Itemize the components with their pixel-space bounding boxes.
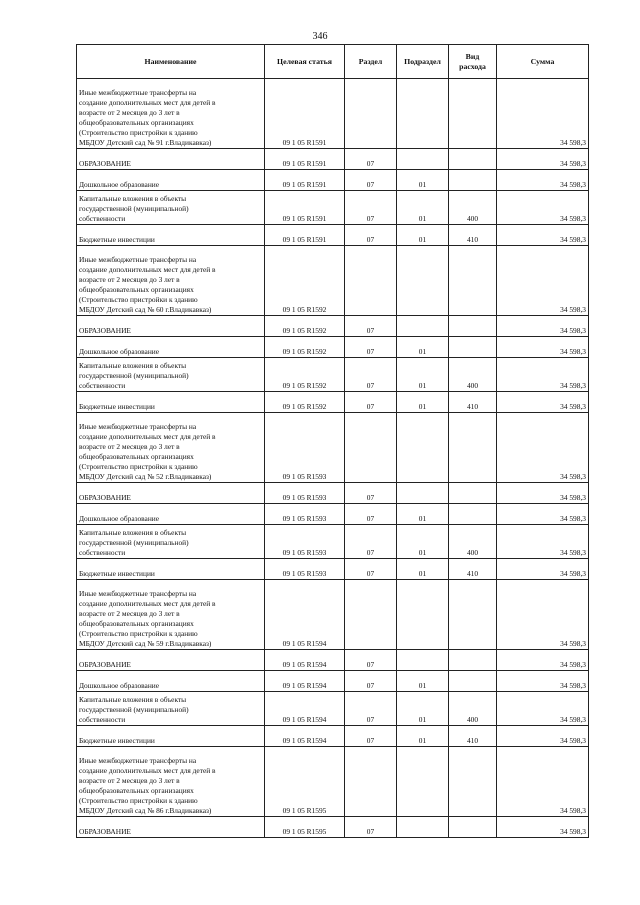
row-type-cell bbox=[449, 246, 497, 316]
row-name-cell bbox=[77, 413, 265, 483]
row-name-line: Дошкольное образование bbox=[79, 180, 160, 190]
row-name-line: общеобразовательных организациях bbox=[79, 452, 194, 462]
row-name-line: МБДОУ Детский сад № 86 г.Владикавказ) bbox=[79, 806, 212, 816]
row-name-cell bbox=[77, 79, 265, 149]
row-type-cell bbox=[449, 747, 497, 817]
row-target-cell: 09 1 05 R1591 bbox=[265, 225, 345, 246]
row-target-cell: 09 1 05 R1592 bbox=[265, 358, 345, 392]
row-name-line: (Строительство пристройки к зданию bbox=[79, 128, 198, 138]
row-name-line: государственной (муниципальной) bbox=[79, 705, 189, 715]
row-subsection-cell: 01 bbox=[397, 225, 449, 246]
header-sum: Сумма bbox=[497, 45, 589, 79]
budget-table bbox=[76, 44, 589, 838]
row-name-cell bbox=[77, 246, 265, 316]
header-subsection: Подраздел bbox=[397, 45, 449, 79]
row-type-cell: 410 bbox=[449, 392, 497, 413]
row-name-cell bbox=[77, 170, 265, 191]
row-name-line: ОБРАЗОВАНИЕ bbox=[79, 493, 131, 503]
row-type-cell bbox=[449, 413, 497, 483]
row-target-cell: 09 1 05 R1592 bbox=[265, 392, 345, 413]
row-name-line: государственной (муниципальной) bbox=[79, 204, 189, 214]
row-subsection-cell bbox=[397, 149, 449, 170]
row-type-cell: 400 bbox=[449, 692, 497, 726]
row-sum-cell: 34 598,3 bbox=[497, 817, 589, 838]
table-row bbox=[77, 671, 589, 692]
row-section-cell: 07 bbox=[345, 483, 397, 504]
row-name-line: создание дополнительных мест для детей в bbox=[79, 599, 216, 609]
row-sum-cell: 34 598,3 bbox=[497, 671, 589, 692]
table-row bbox=[77, 149, 589, 170]
row-name-line: ОБРАЗОВАНИЕ bbox=[79, 159, 131, 169]
row-subsection-cell: 01 bbox=[397, 337, 449, 358]
row-name-cell bbox=[77, 149, 265, 170]
row-name-line: собственности bbox=[79, 381, 126, 391]
table-row bbox=[77, 413, 589, 483]
row-sum-cell: 34 598,3 bbox=[497, 337, 589, 358]
row-name-cell bbox=[77, 504, 265, 525]
table-row bbox=[77, 817, 589, 838]
row-section-cell: 07 bbox=[345, 170, 397, 191]
row-type-cell bbox=[449, 79, 497, 149]
row-target-cell: 09 1 05 R1594 bbox=[265, 692, 345, 726]
row-target-cell: 09 1 05 R1595 bbox=[265, 747, 345, 817]
table-body bbox=[77, 79, 589, 838]
row-name-line: Капитальные вложения в объекты bbox=[79, 194, 187, 204]
row-subsection-cell bbox=[397, 580, 449, 650]
row-subsection-cell: 01 bbox=[397, 692, 449, 726]
row-subsection-cell bbox=[397, 413, 449, 483]
row-subsection-cell bbox=[397, 316, 449, 337]
header-section: Раздел bbox=[345, 45, 397, 79]
row-sum-cell: 34 598,3 bbox=[497, 246, 589, 316]
row-type-cell bbox=[449, 504, 497, 525]
row-subsection-cell: 01 bbox=[397, 392, 449, 413]
row-sum-cell: 34 598,3 bbox=[497, 559, 589, 580]
row-name-line: Дошкольное образование bbox=[79, 681, 160, 691]
header-expense-type-line1: Вид bbox=[465, 52, 480, 62]
row-subsection-cell bbox=[397, 246, 449, 316]
row-type-cell: 400 bbox=[449, 525, 497, 559]
row-name-line: Иные межбюджетные трансферты на bbox=[79, 88, 197, 98]
row-type-cell bbox=[449, 650, 497, 671]
table-row bbox=[77, 191, 589, 225]
row-name-line: возрасте от 2 месяцев до 3 лет в bbox=[79, 108, 180, 118]
row-name-line: МБДОУ Детский сад № 91 г.Владикавказ) bbox=[79, 138, 212, 148]
row-type-cell bbox=[449, 483, 497, 504]
row-subsection-cell: 01 bbox=[397, 358, 449, 392]
table-row bbox=[77, 580, 589, 650]
row-target-cell: 09 1 05 R1593 bbox=[265, 483, 345, 504]
row-section-cell: 07 bbox=[345, 337, 397, 358]
table-row bbox=[77, 483, 589, 504]
row-section-cell: 07 bbox=[345, 559, 397, 580]
row-type-cell: 410 bbox=[449, 726, 497, 747]
row-type-cell bbox=[449, 316, 497, 337]
row-name-line: (Строительство пристройки к зданию bbox=[79, 295, 198, 305]
row-target-cell: 09 1 05 R1594 bbox=[265, 650, 345, 671]
row-name-line: Бюджетные инвестиции bbox=[79, 235, 155, 245]
row-target-cell: 09 1 05 R1592 bbox=[265, 246, 345, 316]
row-name-cell bbox=[77, 392, 265, 413]
row-subsection-cell bbox=[397, 650, 449, 671]
row-section-cell bbox=[345, 79, 397, 149]
row-name-cell bbox=[77, 726, 265, 747]
row-name-cell bbox=[77, 316, 265, 337]
row-name-line: общеобразовательных организациях bbox=[79, 786, 194, 796]
row-name-line: ОБРАЗОВАНИЕ bbox=[79, 827, 131, 837]
row-name-line: ОБРАЗОВАНИЕ bbox=[79, 660, 131, 670]
row-name-line: государственной (муниципальной) bbox=[79, 371, 189, 381]
row-name-line: Иные межбюджетные трансферты на bbox=[79, 756, 197, 766]
row-sum-cell: 34 598,3 bbox=[497, 747, 589, 817]
row-target-cell: 09 1 05 R1592 bbox=[265, 316, 345, 337]
row-target-cell: 09 1 05 R1595 bbox=[265, 817, 345, 838]
row-name-line: Иные межбюджетные трансферты на bbox=[79, 589, 197, 599]
row-subsection-cell: 01 bbox=[397, 525, 449, 559]
row-name-line: Капитальные вложения в объекты bbox=[79, 528, 187, 538]
row-name-line: создание дополнительных мест для детей в bbox=[79, 766, 216, 776]
row-section-cell: 07 bbox=[345, 392, 397, 413]
table-row bbox=[77, 337, 589, 358]
row-target-cell: 09 1 05 R1593 bbox=[265, 525, 345, 559]
header-row bbox=[77, 45, 589, 79]
row-sum-cell: 34 598,3 bbox=[497, 149, 589, 170]
row-section-cell: 07 bbox=[345, 525, 397, 559]
table-row bbox=[77, 316, 589, 337]
row-sum-cell: 34 598,3 bbox=[497, 692, 589, 726]
header-expense-type-line2: расхода bbox=[459, 61, 486, 71]
row-sum-cell: 34 598,3 bbox=[497, 170, 589, 191]
row-target-cell: 09 1 05 R1592 bbox=[265, 337, 345, 358]
table-row bbox=[77, 525, 589, 559]
row-name-line: МБДОУ Детский сад № 59 г.Владикавказ) bbox=[79, 639, 212, 649]
row-name-cell bbox=[77, 191, 265, 225]
row-sum-cell: 34 598,3 bbox=[497, 413, 589, 483]
row-subsection-cell: 01 bbox=[397, 559, 449, 580]
row-type-cell: 400 bbox=[449, 358, 497, 392]
row-target-cell: 09 1 05 R1593 bbox=[265, 413, 345, 483]
row-name-line: Иные межбюджетные трансферты на bbox=[79, 255, 197, 265]
row-name-line: Дошкольное образование bbox=[79, 347, 160, 357]
table-row bbox=[77, 358, 589, 392]
row-name-cell bbox=[77, 580, 265, 650]
row-section-cell: 07 bbox=[345, 504, 397, 525]
row-section-cell: 07 bbox=[345, 692, 397, 726]
row-name-line: общеобразовательных организациях bbox=[79, 285, 194, 295]
row-type-cell: 400 bbox=[449, 191, 497, 225]
table-row bbox=[77, 225, 589, 246]
row-section-cell: 07 bbox=[345, 817, 397, 838]
row-name-cell bbox=[77, 671, 265, 692]
row-name-line: возрасте от 2 месяцев до 3 лет в bbox=[79, 275, 180, 285]
row-name-line: общеобразовательных организациях bbox=[79, 619, 194, 629]
row-name-line: Дошкольное образование bbox=[79, 514, 160, 524]
row-type-cell bbox=[449, 817, 497, 838]
row-subsection-cell: 01 bbox=[397, 726, 449, 747]
table-row bbox=[77, 79, 589, 149]
row-name-line: МБДОУ Детский сад № 60 г.Владикавказ) bbox=[79, 305, 212, 315]
table-row bbox=[77, 392, 589, 413]
row-section-cell: 07 bbox=[345, 225, 397, 246]
row-subsection-cell bbox=[397, 747, 449, 817]
row-target-cell: 09 1 05 R1591 bbox=[265, 149, 345, 170]
header-target: Целевая статья bbox=[265, 45, 345, 79]
row-name-cell bbox=[77, 817, 265, 838]
row-name-cell bbox=[77, 559, 265, 580]
row-target-cell: 09 1 05 R1594 bbox=[265, 726, 345, 747]
row-name-cell bbox=[77, 358, 265, 392]
row-target-cell: 09 1 05 R1594 bbox=[265, 671, 345, 692]
row-type-cell bbox=[449, 170, 497, 191]
row-sum-cell: 34 598,3 bbox=[497, 392, 589, 413]
row-sum-cell: 34 598,3 bbox=[497, 483, 589, 504]
row-sum-cell: 34 598,3 bbox=[497, 225, 589, 246]
row-name-line: возрасте от 2 месяцев до 3 лет в bbox=[79, 442, 180, 452]
row-section-cell: 07 bbox=[345, 671, 397, 692]
page-number: 346 bbox=[312, 31, 328, 42]
row-name-line: (Строительство пристройки к зданию bbox=[79, 796, 198, 806]
row-target-cell: 09 1 05 R1591 bbox=[265, 170, 345, 191]
row-name-line: Бюджетные инвестиции bbox=[79, 569, 155, 579]
row-type-cell: 410 bbox=[449, 559, 497, 580]
row-target-cell: 09 1 05 R1594 bbox=[265, 580, 345, 650]
row-name-cell bbox=[77, 337, 265, 358]
row-sum-cell: 34 598,3 bbox=[497, 316, 589, 337]
row-target-cell: 09 1 05 R1591 bbox=[265, 79, 345, 149]
row-subsection-cell bbox=[397, 817, 449, 838]
row-section-cell bbox=[345, 747, 397, 817]
row-name-cell bbox=[77, 747, 265, 817]
row-name-cell bbox=[77, 650, 265, 671]
row-sum-cell: 34 598,3 bbox=[497, 504, 589, 525]
row-subsection-cell: 01 bbox=[397, 671, 449, 692]
table-row bbox=[77, 559, 589, 580]
row-type-cell bbox=[449, 149, 497, 170]
row-subsection-cell: 01 bbox=[397, 191, 449, 225]
row-name-line: Капитальные вложения в объекты bbox=[79, 361, 187, 371]
row-subsection-cell: 01 bbox=[397, 170, 449, 191]
row-name-cell bbox=[77, 225, 265, 246]
table-row bbox=[77, 692, 589, 726]
row-name-line: создание дополнительных мест для детей в bbox=[79, 432, 216, 442]
table-row bbox=[77, 650, 589, 671]
row-name-line: возрасте от 2 месяцев до 3 лет в bbox=[79, 609, 180, 619]
row-name-line: общеобразовательных организациях bbox=[79, 118, 194, 128]
row-name-line: государственной (муниципальной) bbox=[79, 538, 189, 548]
row-sum-cell: 34 598,3 bbox=[497, 358, 589, 392]
row-name-line: (Строительство пристройки к зданию bbox=[79, 462, 198, 472]
row-name-line: собственности bbox=[79, 715, 126, 725]
table-row bbox=[77, 170, 589, 191]
row-section-cell bbox=[345, 413, 397, 483]
row-name-line: возрасте от 2 месяцев до 3 лет в bbox=[79, 776, 180, 786]
row-sum-cell: 34 598,3 bbox=[497, 525, 589, 559]
row-subsection-cell bbox=[397, 79, 449, 149]
row-section-cell: 07 bbox=[345, 650, 397, 671]
row-type-cell bbox=[449, 337, 497, 358]
table-row bbox=[77, 747, 589, 817]
row-name-line: Капитальные вложения в объекты bbox=[79, 695, 187, 705]
row-subsection-cell bbox=[397, 483, 449, 504]
row-sum-cell: 34 598,3 bbox=[497, 191, 589, 225]
row-target-cell: 09 1 05 R1593 bbox=[265, 559, 345, 580]
row-sum-cell: 34 598,3 bbox=[497, 650, 589, 671]
row-section-cell: 07 bbox=[345, 316, 397, 337]
row-subsection-cell: 01 bbox=[397, 504, 449, 525]
row-section-cell: 07 bbox=[345, 191, 397, 225]
row-name-cell bbox=[77, 483, 265, 504]
table-row bbox=[77, 504, 589, 525]
row-target-cell: 09 1 05 R1593 bbox=[265, 504, 345, 525]
row-name-line: создание дополнительных мест для детей в bbox=[79, 98, 216, 108]
row-name-line: Иные межбюджетные трансферты на bbox=[79, 422, 197, 432]
row-name-line: (Строительство пристройки к зданию bbox=[79, 629, 198, 639]
row-name-line: собственности bbox=[79, 548, 126, 558]
row-name-cell bbox=[77, 525, 265, 559]
row-name-cell bbox=[77, 692, 265, 726]
row-sum-cell: 34 598,3 bbox=[497, 726, 589, 747]
header-name: Наименование bbox=[77, 45, 265, 79]
row-section-cell: 07 bbox=[345, 726, 397, 747]
row-section-cell: 07 bbox=[345, 149, 397, 170]
row-section-cell: 07 bbox=[345, 358, 397, 392]
row-target-cell: 09 1 05 R1591 bbox=[265, 191, 345, 225]
header-expense-type bbox=[449, 45, 497, 79]
row-name-line: ОБРАЗОВАНИЕ bbox=[79, 326, 131, 336]
row-sum-cell: 34 598,3 bbox=[497, 79, 589, 149]
row-section-cell bbox=[345, 246, 397, 316]
row-section-cell bbox=[345, 580, 397, 650]
table-row bbox=[77, 246, 589, 316]
row-type-cell: 410 bbox=[449, 225, 497, 246]
table-row bbox=[77, 726, 589, 747]
row-type-cell bbox=[449, 580, 497, 650]
row-name-line: создание дополнительных мест для детей в bbox=[79, 265, 216, 275]
row-name-line: Бюджетные инвестиции bbox=[79, 402, 155, 412]
row-name-line: собственности bbox=[79, 214, 126, 224]
row-type-cell bbox=[449, 671, 497, 692]
row-name-line: Бюджетные инвестиции bbox=[79, 736, 155, 746]
row-name-line: МБДОУ Детский сад № 52 г.Владикавказ) bbox=[79, 472, 212, 482]
row-sum-cell: 34 598,3 bbox=[497, 580, 589, 650]
